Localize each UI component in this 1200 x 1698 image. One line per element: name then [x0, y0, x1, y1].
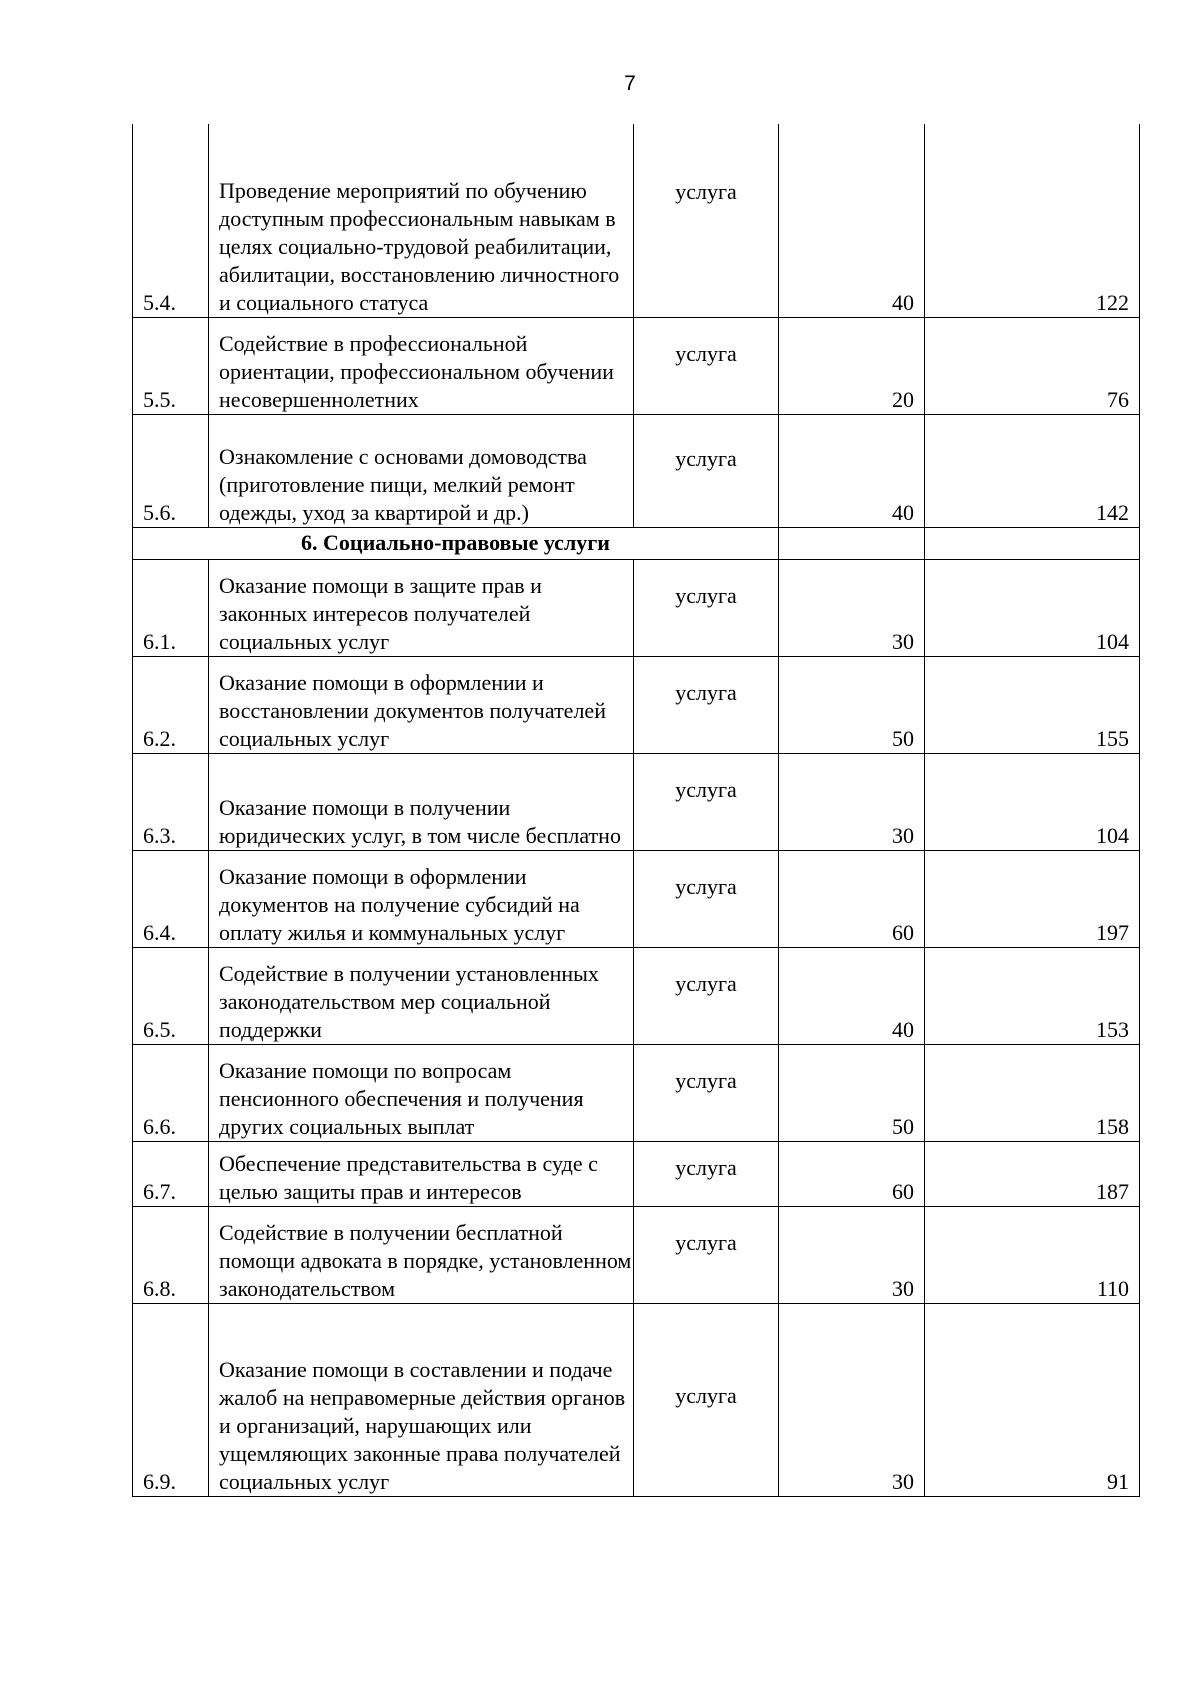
- service-name: Проведение мероприятий по обучению доступным профессиональным навыкам в целях социально-трудовой реабилитации, абилитации, восстановлению личностного и социального статуса: [209, 124, 634, 317]
- value-1: 50: [779, 656, 925, 753]
- table-row: [133, 947, 1140, 1044]
- table-row: [133, 753, 1140, 850]
- service-name: Оказание помощи в получении юридических услуг, в том числе бесплатно: [209, 753, 634, 850]
- unit-of-measure: услуга: [634, 850, 779, 947]
- row-number: 6.8.: [133, 1206, 209, 1303]
- table-row: [133, 317, 1140, 414]
- row-number: 6.5.: [133, 947, 209, 1044]
- service-name: Оказание помощи в оформлении документов на получение субсидий на оплату жилья и коммунальных услуг: [209, 850, 634, 947]
- row-number: 5.5.: [133, 317, 209, 414]
- row-number: 6.4.: [133, 850, 209, 947]
- unit-of-measure: услуга: [634, 947, 779, 1044]
- unit-of-measure: услуга: [634, 1044, 779, 1141]
- unit-of-measure: услуга: [634, 317, 779, 414]
- service-name: Обеспечение представительства в суде с целью защиты прав и интересов: [209, 1141, 634, 1206]
- value-2: 76: [925, 317, 1140, 414]
- value-1: 30: [779, 1206, 925, 1303]
- table-row: [133, 1303, 1140, 1496]
- unit-of-measure: услуга: [634, 1141, 779, 1206]
- services-table: [132, 124, 1140, 1497]
- table-row: [133, 1044, 1140, 1141]
- value-1: 30: [779, 559, 925, 656]
- row-number: 6.3.: [133, 753, 209, 850]
- empty-cell: [779, 527, 925, 559]
- value-2: 142: [925, 414, 1140, 527]
- value-1: 40: [779, 414, 925, 527]
- service-name: Оказание помощи по вопросам пенсионного обеспечения и получения других социальных выплат: [209, 1044, 634, 1141]
- row-number: 6.2.: [133, 656, 209, 753]
- service-name: Ознакомление с основами домоводства (приготовление пищи, мелкий ремонт одежды, уход за квартирой и др.): [209, 414, 634, 527]
- service-name: Содействие в профессиональной ориентации, профессиональном обучении несовершеннолетних: [209, 317, 634, 414]
- table-row: [133, 656, 1140, 753]
- unit-of-measure: услуга: [634, 414, 779, 527]
- value-1: 40: [779, 124, 925, 317]
- service-name: Оказание помощи в составлении и подаче жалоб на неправомерные действия органов и организаций, нарушающих или ущемляющих законные права получателей социальных услуг: [209, 1303, 634, 1496]
- value-2: 104: [925, 753, 1140, 850]
- value-1: 50: [779, 1044, 925, 1141]
- value-2: 158: [925, 1044, 1140, 1141]
- value-2: 197: [925, 850, 1140, 947]
- table-row: [133, 1141, 1140, 1206]
- unit-of-measure: услуга: [634, 753, 779, 850]
- table-row: [133, 850, 1140, 947]
- value-2: 155: [925, 656, 1140, 753]
- value-2: 153: [925, 947, 1140, 1044]
- unit-of-measure: услуга: [634, 559, 779, 656]
- value-1: 30: [779, 1303, 925, 1496]
- unit-of-measure: услуга: [634, 1206, 779, 1303]
- row-number: 6.6.: [133, 1044, 209, 1141]
- service-name: Оказание помощи в оформлении и восстановлении документов получателей социальных услуг: [209, 656, 634, 753]
- empty-cell: [925, 527, 1140, 559]
- unit-of-measure: услуга: [634, 656, 779, 753]
- value-1: 20: [779, 317, 925, 414]
- page-number: 7: [624, 72, 636, 95]
- section-title: 6. Социально-правовые услуги: [133, 527, 779, 559]
- service-name: Содействие в получении бесплатной помощи адвоката в порядке, установленном законодательством: [209, 1206, 634, 1303]
- unit-of-measure: услуга: [634, 1303, 779, 1496]
- unit-of-measure: услуга: [634, 124, 779, 317]
- table-row: [133, 414, 1140, 527]
- table-row: [133, 124, 1140, 317]
- table-row: [133, 559, 1140, 656]
- section-header-row: [133, 527, 1140, 559]
- value-1: 60: [779, 1141, 925, 1206]
- value-2: 91: [925, 1303, 1140, 1496]
- row-number: 6.9.: [133, 1303, 209, 1496]
- row-number: 5.4.: [133, 124, 209, 317]
- value-2: 110: [925, 1206, 1140, 1303]
- table-row: [133, 1206, 1140, 1303]
- service-name: Оказание помощи в защите прав и законных интересов получателей социальных услуг: [209, 559, 634, 656]
- service-name: Содействие в получении установленных законодательством мер социальной поддержки: [209, 947, 634, 1044]
- row-number: 6.1.: [133, 559, 209, 656]
- row-number: 5.6.: [133, 414, 209, 527]
- value-1: 60: [779, 850, 925, 947]
- value-2: 187: [925, 1141, 1140, 1206]
- value-1: 30: [779, 753, 925, 850]
- row-number: 6.7.: [133, 1141, 209, 1206]
- value-1: 40: [779, 947, 925, 1044]
- value-2: 122: [925, 124, 1140, 317]
- value-2: 104: [925, 559, 1140, 656]
